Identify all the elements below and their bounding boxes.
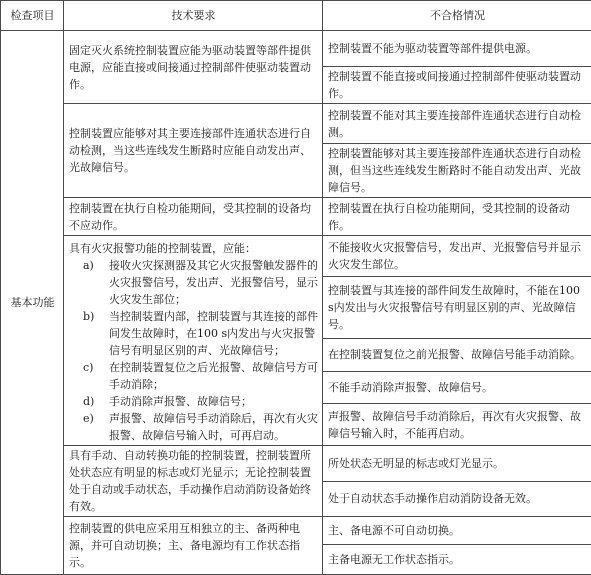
requirement-cell: 具有手动、自动转换功能的控制装置，控制装置所处状态应有明显的标志或灯光显示；无论控制装置处于自动或手动状态，手动操作启动消防设备始终有效。	[64, 446, 323, 517]
failure-cell: 控制装置不能对其主要连接部件连通状态进行自动检测。	[323, 104, 591, 144]
table-row	[1, 31, 591, 67]
list-item-text: 手动消除声报警、故障信号；	[109, 393, 318, 410]
category-cell: 基本功能	[1, 31, 64, 575]
failure-cell: 控制装置与其连接的部件间发生故障时，不能在100 s内发出与火灾报警信号有明显区别的声、光故障信号。	[323, 276, 591, 338]
list-item	[69, 410, 318, 444]
requirement-cell: 控制装置应能够对其主要连接部件连通状态进行自动检测，当这些连线发生断路时应能自动发出声、光故障信号。	[64, 104, 323, 198]
list-item	[69, 308, 318, 359]
failure-cell: 控制装置在执行自检功能期间，受其控制的设备动作。	[323, 198, 591, 236]
requirement-cell: 控制装置在执行自检功能期间，受其控制的设备均不应动作。	[64, 198, 323, 236]
failure-cell: 控制装置能够对其主要连接部件连通状态进行自动检测，但当这些连线发生断路时不能自动发出声、光故障信号。	[323, 144, 591, 198]
table-row	[1, 236, 591, 277]
header-nonconformity: 不合格情况	[323, 1, 591, 31]
list-item-text: 声报警、故障信号手动消除后，再次有火灾报警、故障信号输入时，可再启动。	[109, 410, 318, 444]
list-item	[69, 257, 318, 308]
table-row	[1, 446, 591, 482]
requirement-cell-list	[64, 236, 323, 446]
list-item-label: a)	[69, 257, 109, 308]
list-item-label: e)	[69, 410, 109, 444]
requirement-intro: 具有火灾报警功能的控制装置，应能：	[69, 240, 318, 257]
list-item	[69, 359, 318, 393]
failure-cell: 不能手动消除声报警、故障信号。	[323, 372, 591, 404]
header-technical-requirement: 技术要求	[64, 1, 323, 31]
table-row	[1, 198, 591, 236]
header-inspection-item: 检查项目	[1, 1, 64, 31]
failure-cell: 控制装置不能直接或间接通过控制部件使驱动装置动作。	[323, 67, 591, 104]
list-item-text: 在控制装置复位之后光报警、故障信号方可手动消除；	[109, 359, 318, 393]
list-item-text: 当控制装置内部，控制装置与其连接的部件间发生故障时，在100 s内发出与火灾报警信号有明显区别的声、光故障信号；	[109, 308, 318, 359]
failure-cell: 不能接收火灾报警信号，发出声、光报警信号并显示火灾发生部位。	[323, 236, 591, 277]
list-item-label: d)	[69, 393, 109, 410]
failure-cell: 声报警、故障信号手动消除后，再次有火灾报警、故障信号输入时，不能再启动。	[323, 404, 591, 446]
table-row	[1, 517, 591, 545]
failure-cell: 控制装置不能为驱动装置等部件提供电源。	[323, 31, 591, 67]
failure-cell: 所处状态无明显的标志或灯光显示。	[323, 446, 591, 482]
requirement-cell: 固定灭火系统控制装置应能为驱动装置等部件提供电源，应能直接或间接通过控制部件使驱动装置动作。	[64, 31, 323, 104]
list-item-label: b)	[69, 308, 109, 359]
failure-cell: 主、备电源不可自动切换。	[323, 517, 591, 545]
failure-cell: 处于自动状态手动操作启动消防设备无效。	[323, 481, 591, 517]
table-row	[1, 104, 591, 144]
failure-cell: 主备电源无工作状态指示。	[323, 545, 591, 575]
list-item-label: c)	[69, 359, 109, 393]
table-header-row	[1, 1, 591, 31]
list-item	[69, 393, 318, 410]
requirement-cell: 控制装置的供电应采用互相独立的主、备两种电源，并可自动切换；主、备电源均有工作状态指示。	[64, 517, 323, 575]
list-item-text: 接收火灾探测器及其它火灾报警触发器件的火灾报警信号，发出声、光报警信号，显示火灾发生部位；	[109, 257, 318, 308]
failure-cell: 在控制装置复位之前光报警、故障信号能手动消除。	[323, 338, 591, 371]
